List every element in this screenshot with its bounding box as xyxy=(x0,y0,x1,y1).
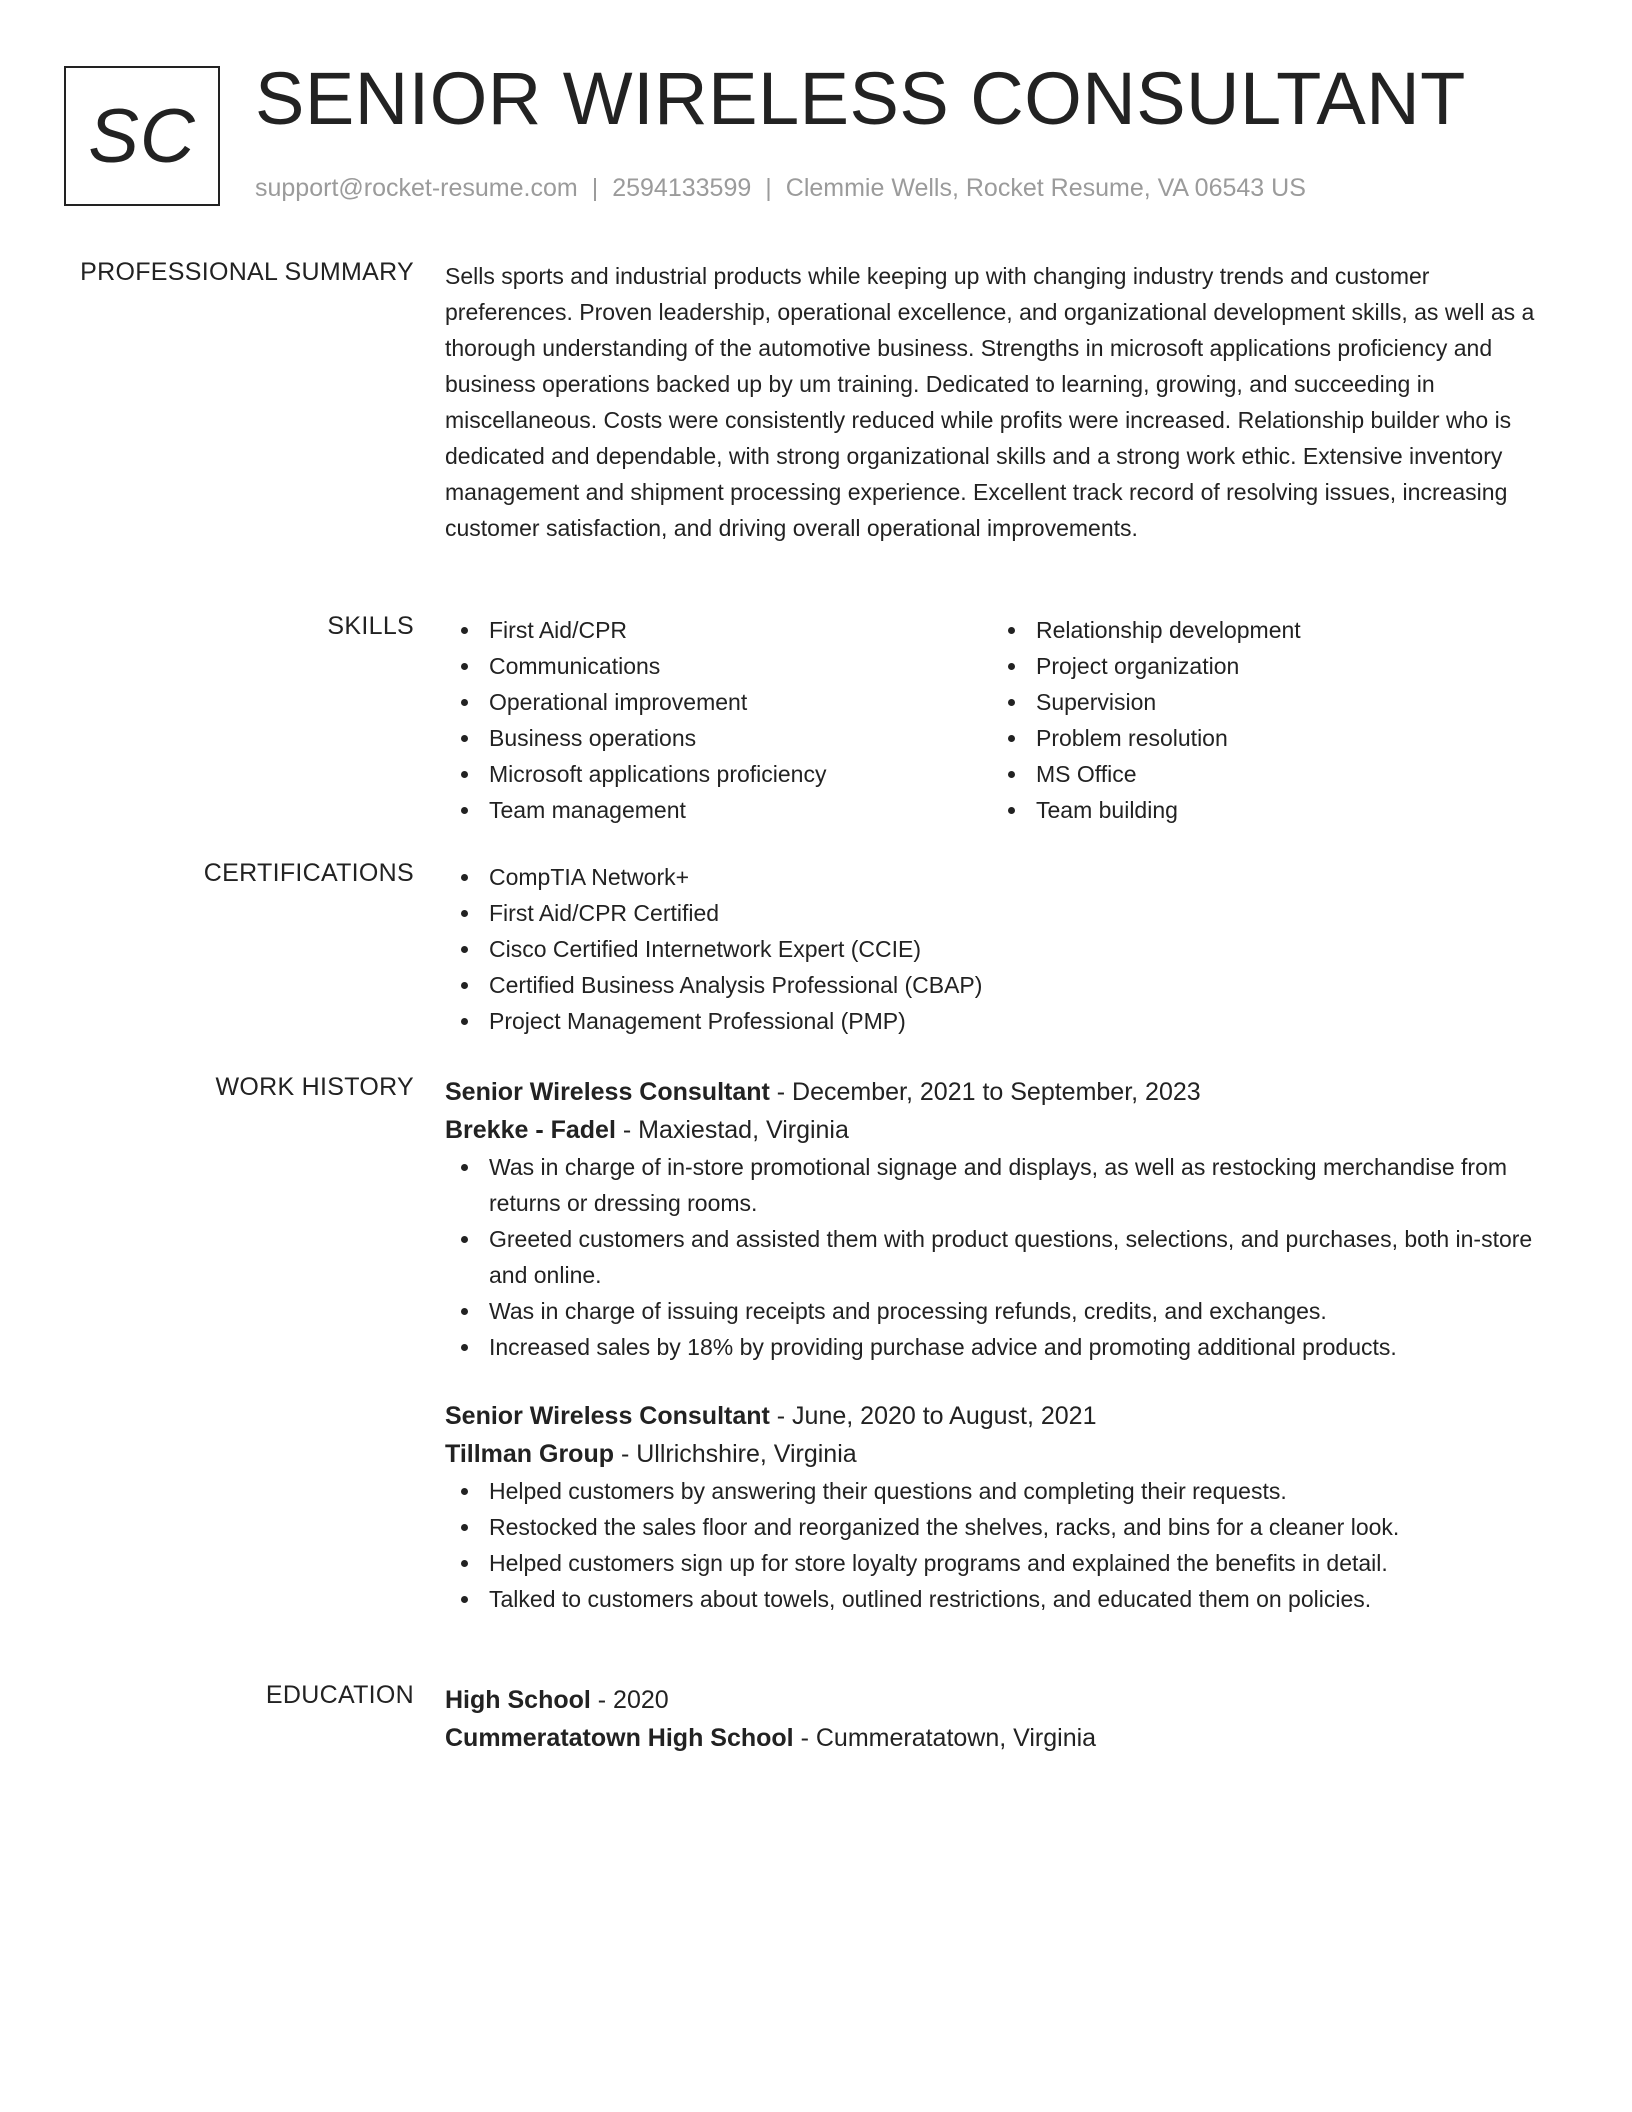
contact-email[interactable]: support@rocket-resume.com xyxy=(255,174,578,202)
monogram-box xyxy=(64,66,220,206)
job-duty: Was in charge of issuing receipts and processing refunds, credits, and exchanges. xyxy=(445,1293,1560,1329)
job-duty: Talked to customers about towels, outlined restrictions, and educated them on policies. xyxy=(445,1581,1560,1617)
job-company: Tillman Group xyxy=(445,1440,614,1468)
work-history-body xyxy=(445,1073,1560,1617)
summary-text: Sells sports and industrial products while keeping up with changing industry trends and customer preferences. Proven leadership, operational excellence, and organizational development skills, as well as a thorough understanding of the automotive business. Strengths in microsoft applications proficiency and business operations backed up by um training. Dedicated to learning, growing, and succeeding in miscellaneous. Costs were consistently reduced while profits were increased. Relationship builder who is dedicated and dependable, with strong organizational skills and a strong work ethic. Extensive inventory management and shipment processing experience. Excellent track record of resolving issues, increasing customer satisfaction, and driving overall operational improvements. xyxy=(445,263,1535,541)
monogram-initials: SC xyxy=(88,93,196,179)
job-dates: - June, 2020 to August, 2021 xyxy=(769,1402,1097,1430)
education-body xyxy=(445,1681,1560,1757)
certification-item: First Aid/CPR Certified xyxy=(445,895,1560,931)
certification-item: Project Management Professional (PMP) xyxy=(445,1003,1560,1039)
education-degree: High School xyxy=(445,1686,591,1714)
certifications-body xyxy=(445,859,1560,1039)
skill-item: Problem resolution xyxy=(992,720,1539,756)
education-heading: EDUCATION xyxy=(265,1681,414,1709)
job-location: - Ullrichshire, Virginia xyxy=(614,1440,857,1468)
skill-item: Communications xyxy=(445,648,992,684)
education-location: - Cummeratatown, Virginia xyxy=(793,1724,1097,1752)
contact-separator: | xyxy=(765,174,772,202)
job-role-line xyxy=(445,1073,1560,1111)
job-role: Senior Wireless Consultant xyxy=(445,1078,770,1106)
skill-item: Relationship development xyxy=(992,612,1539,648)
skill-item: Team management xyxy=(445,792,992,828)
job-duties-list xyxy=(445,1149,1560,1365)
skill-item: Team building xyxy=(992,792,1539,828)
contact-separator: | xyxy=(591,174,599,202)
job-duty: Greeted customers and assisted them with product questions, selections, and purchases, both in-store and online. xyxy=(445,1221,1560,1293)
job-duty: Helped customers sign up for store loyalty programs and explained the benefits in detail. xyxy=(445,1545,1560,1581)
skill-item: First Aid/CPR xyxy=(445,612,992,648)
skill-item: Business operations xyxy=(445,720,992,756)
skills-heading: SKILLS xyxy=(327,612,414,640)
job-duties-list xyxy=(445,1473,1560,1617)
job-company-line xyxy=(445,1111,1560,1149)
education-degree-line xyxy=(445,1681,1560,1719)
job-company-line xyxy=(445,1435,1560,1473)
job-entry xyxy=(445,1073,1560,1365)
skills-list-right xyxy=(992,612,1539,828)
job-role-line xyxy=(445,1397,1560,1435)
skill-item: Microsoft applications proficiency xyxy=(445,756,992,792)
summary-body xyxy=(445,258,1560,546)
job-company: Brekke - Fadel xyxy=(445,1116,616,1144)
education-school-line xyxy=(445,1719,1560,1757)
certifications-list xyxy=(445,859,1560,1039)
skill-item: Operational improvement xyxy=(445,684,992,720)
job-duty: Helped customers by answering their questions and completing their requests. xyxy=(445,1473,1560,1509)
job-location: - Maxiestad, Virginia xyxy=(615,1116,849,1144)
job-duty: Was in charge of in-store promotional signage and displays, as well as restocking merchandise from returns or dressing rooms. xyxy=(445,1149,1560,1221)
education-year: - 2020 xyxy=(590,1686,669,1714)
skills-grid xyxy=(445,612,1560,828)
job-entry xyxy=(445,1397,1560,1617)
job-duty: Increased sales by 18% by providing purchase advice and promoting additional products. xyxy=(445,1329,1560,1365)
skills-list-left xyxy=(445,612,992,828)
certification-item: Cisco Certified Internetwork Expert (CCIE) xyxy=(445,931,1560,967)
skill-item: Project organization xyxy=(992,648,1539,684)
contact-address: Clemmie Wells, Rocket Resume, VA 06543 US xyxy=(785,174,1306,202)
certifications-heading: CERTIFICATIONS xyxy=(203,859,414,887)
certification-item: CompTIA Network+ xyxy=(445,859,1560,895)
resume-title: SENIOR WIRELESS CONSULTANT xyxy=(255,57,1466,140)
job-role: Senior Wireless Consultant xyxy=(445,1402,770,1430)
job-dates: - December, 2021 to September, 2023 xyxy=(769,1078,1201,1106)
skill-item: MS Office xyxy=(992,756,1539,792)
summary-heading: PROFESSIONAL SUMMARY xyxy=(80,258,414,286)
job-duty: Restocked the sales floor and reorganized the shelves, racks, and bins for a cleaner look. xyxy=(445,1509,1560,1545)
work-history-heading: WORK HISTORY xyxy=(215,1073,414,1101)
education-school: Cummeratatown High School xyxy=(445,1724,794,1752)
contact-phone[interactable]: 2594133599 xyxy=(612,174,752,202)
certification-item: Certified Business Analysis Professional (CBAP) xyxy=(445,967,1560,1003)
contact-line xyxy=(255,174,1306,203)
skill-item: Supervision xyxy=(992,684,1539,720)
